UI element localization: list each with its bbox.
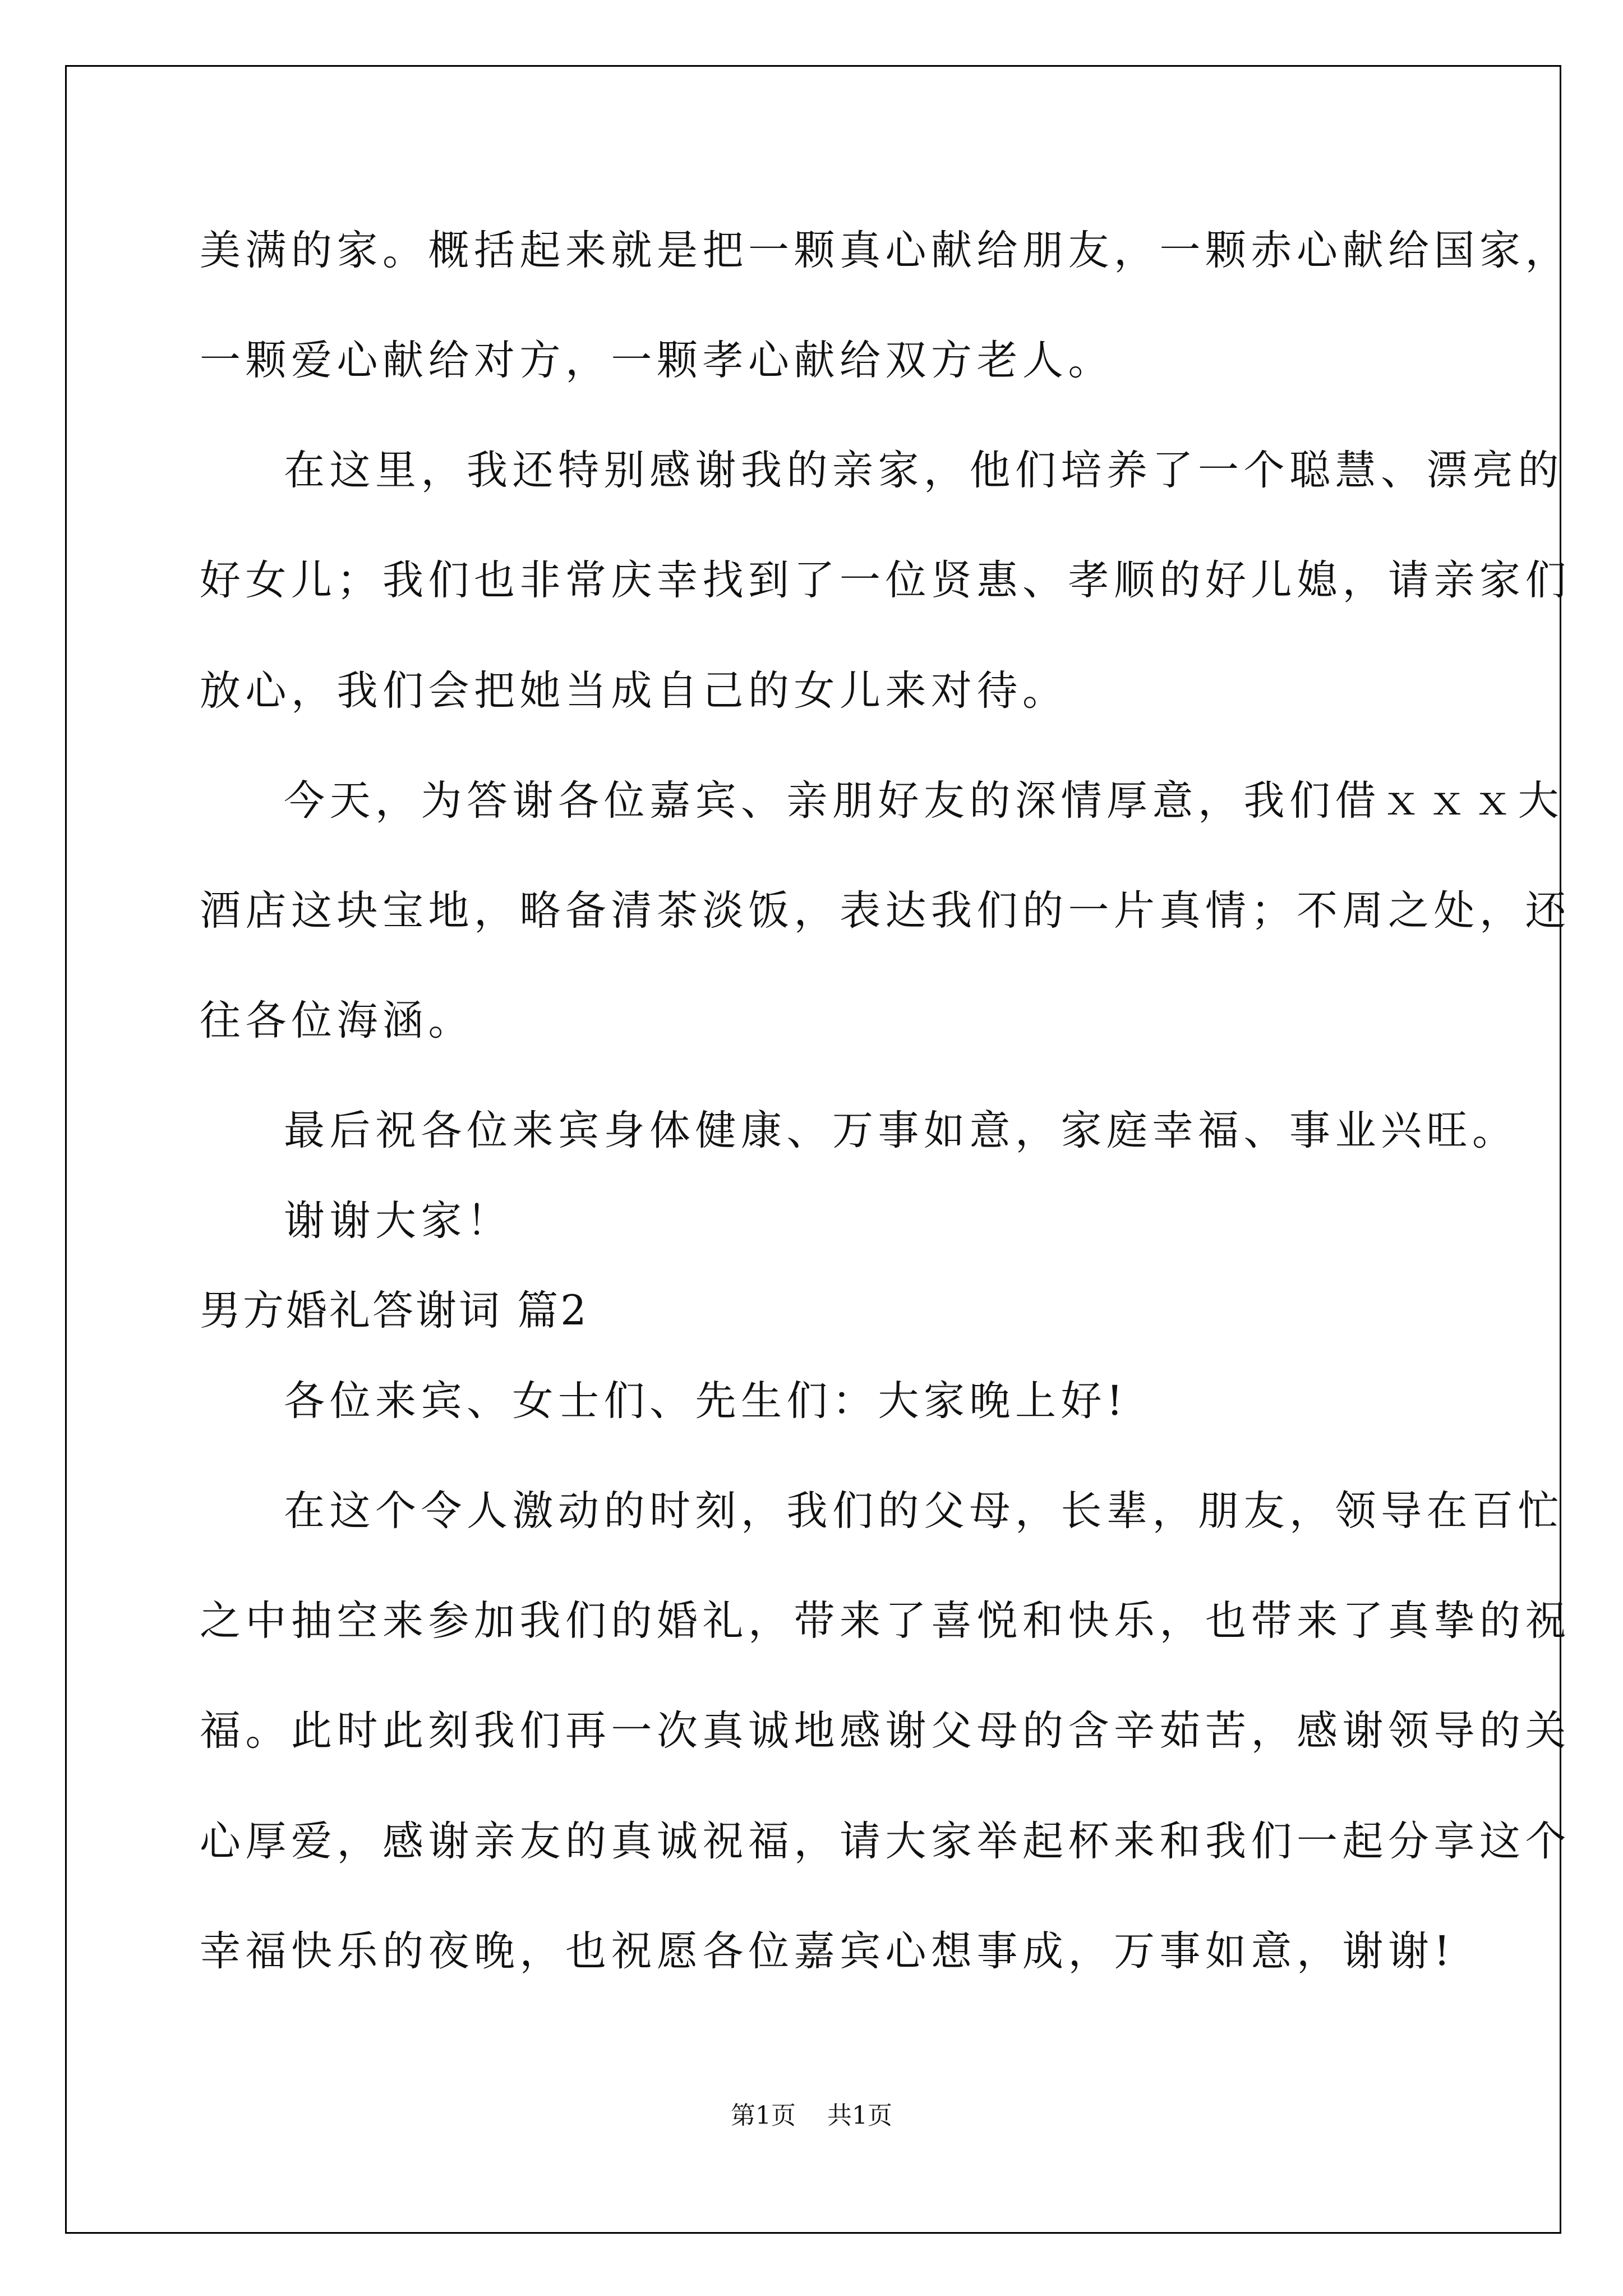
paragraph-line: 往各位海涵。 xyxy=(200,997,474,1045)
paragraph-line: 之中抽空来参加我们的婚礼，带来了喜悦和快乐，也带来了真挚的祝 xyxy=(200,1597,1571,1645)
paragraph-line: 一颗爱心献给对方，一颗孝心献给双方老人。 xyxy=(200,337,1114,384)
paragraph-line: 在这里，我还特别感谢我的亲家，他们培养了一个聪慧、漂亮的 xyxy=(284,447,1564,494)
paragraph-line: 福。此时此刻我们再一次真诚地感谢父母的含辛茹苦，感谢领导的关 xyxy=(200,1707,1571,1755)
page-number: 第1页 xyxy=(731,2101,796,2130)
paragraph-line: 好女儿；我们也非常庆幸找到了一位贤惠、孝顺的好儿媳，请亲家们 xyxy=(200,556,1571,604)
paragraph-line: 放心，我们会把她当成自己的女儿来对待。 xyxy=(200,667,1068,715)
paragraph-line: 酒店这块宝地，略备清茶淡饭，表达我们的一片真情；不周之处，还 xyxy=(200,887,1571,935)
paragraph-line: 美满的家。概括起来就是把一颗真心献给朋友，一颗赤心献给国家， xyxy=(200,227,1571,274)
paragraph-line: 各位来宾、女士们、先生们：大家晚上好! xyxy=(284,1377,1128,1425)
page-total: 共1页 xyxy=(827,2101,892,2130)
paragraph-line: 在这个令人激动的时刻，我们的父母，长辈，朋友，领导在百忙 xyxy=(284,1487,1564,1535)
paragraph-line: 心厚爱，感谢亲友的真诚祝福，请大家举起杯来和我们一起分享这个 xyxy=(200,1818,1571,1865)
paragraph-line: 幸福快乐的夜晚，也祝愿各位嘉宾心想事成，万事如意，谢谢! xyxy=(200,1927,1455,1975)
paragraph-line: 今天，为答谢各位嘉宾、亲朋好友的深情厚意，我们借ｘｘｘ大 xyxy=(284,777,1564,825)
paragraph-line: 最后祝各位来宾身体健康、万事如意，家庭幸福、事业兴旺。 xyxy=(284,1107,1518,1154)
section-heading: 男方婚礼答谢词 篇2 xyxy=(200,1287,589,1335)
paragraph-line: 谢谢大家！ xyxy=(284,1197,513,1245)
page-footer xyxy=(0,2095,1623,2131)
